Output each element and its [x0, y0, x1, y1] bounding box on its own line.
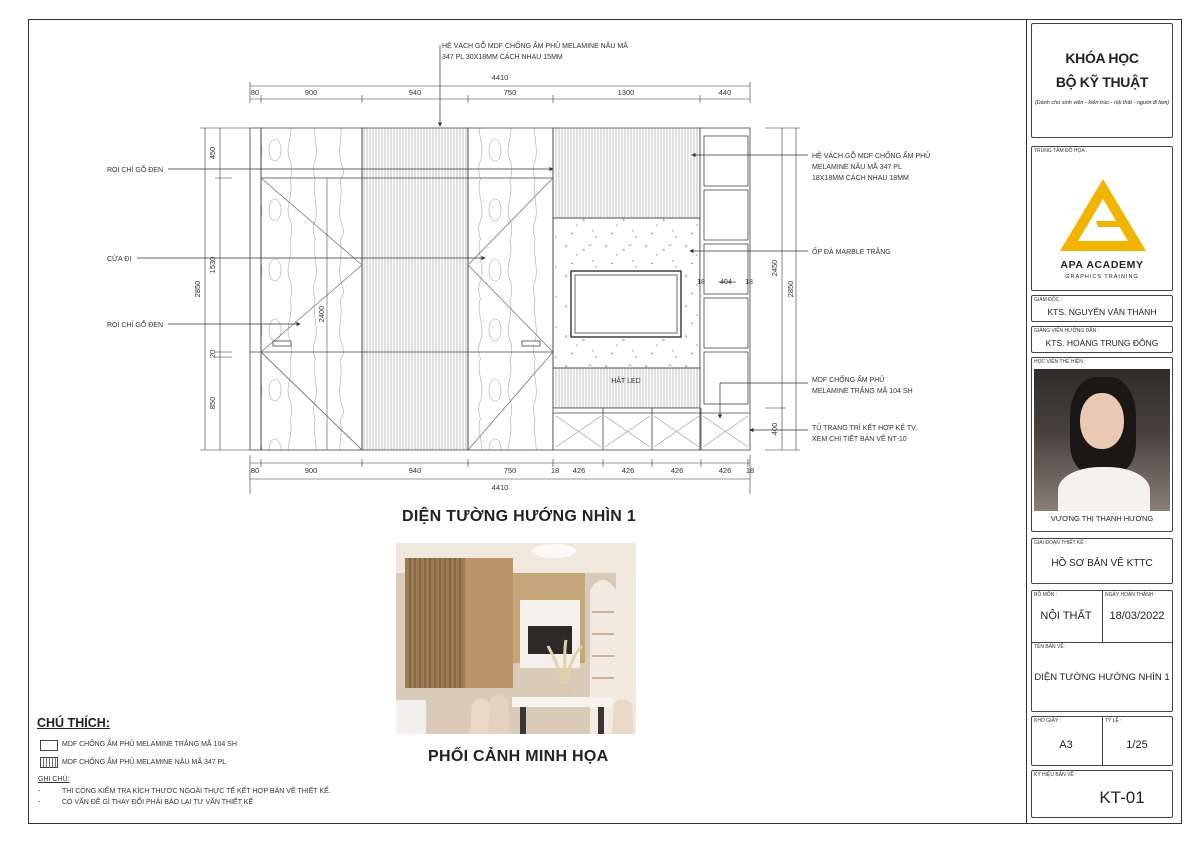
- callout-cabinet-1: TỦ TRANG TRÍ KẾT HỢP KỆ TV,: [812, 425, 918, 432]
- course-title-1: KHÓA HỌC: [1065, 50, 1139, 66]
- shelf-dim-left: 18: [697, 279, 705, 286]
- left-dim-1: 450: [208, 146, 217, 160]
- legend-swatch-brown: [40, 757, 58, 768]
- wall-elevation: [250, 128, 750, 450]
- note-bullet-1: -: [38, 788, 41, 795]
- logo-tagline: GRAPHICS TRAINING: [1065, 274, 1139, 280]
- bottom-total-dim: 4410: [491, 483, 509, 492]
- bottom-dim-5: 18: [550, 466, 560, 475]
- bottom-dim-1: 80: [250, 466, 260, 475]
- legend-item-brown: MDF CHỐNG ẨM PHỦ MELAMINE NÂU MÃ 347 PL: [62, 759, 227, 766]
- lecturer-name: KTS. HOÀNG TRUNG ĐÔNG: [1045, 338, 1159, 348]
- callout-roi-chi-1: RỌI CHỈ GỖ ĐEN: [107, 167, 164, 174]
- bottom-dim-10: 18: [745, 466, 755, 475]
- bottom-dim-7: 426: [621, 466, 635, 475]
- elevation-title: DIỆN TƯỜNG HƯỚNG NHÌN 1: [402, 508, 637, 525]
- callout-mdf-1: MDF CHỐNG ẨM PHỦ: [812, 377, 885, 384]
- student-label: HỌC VIÊN THỂ HIỆN :: [1034, 359, 1086, 365]
- note-bullet-2: -: [38, 799, 41, 806]
- left-total-dim: 2850: [193, 280, 202, 298]
- legend-swatch-white: [40, 740, 58, 751]
- callout-marble: ỐP ĐÁ MARBLE TRẮNG: [812, 249, 891, 256]
- shelf-dim-right: 18: [745, 279, 753, 286]
- course-subtitle: (Dành cho sinh viên - kiến trúc - nội thất - người đi làm): [1034, 100, 1170, 106]
- right-total-dim: 2850: [786, 280, 795, 298]
- door-height-dim: 2400: [317, 305, 326, 323]
- sheet-name-label: TÊN BẢN VẼ :: [1034, 644, 1067, 650]
- paper-value: A3: [1059, 739, 1073, 751]
- bottom-dim-3: 940: [408, 466, 422, 475]
- bottom-dim-6: 426: [572, 466, 586, 475]
- callout-roi-chi-2: RỌI CHỈ GỖ ĐEN: [107, 322, 164, 329]
- phase-cell: [1031, 538, 1173, 584]
- paper-scale-cell: [1031, 716, 1173, 766]
- tv-led-label: HẮT LED: [611, 378, 641, 385]
- code-label: KÝ HIỆU BẢN VẼ :: [1034, 772, 1077, 778]
- top-dim-2: 900: [304, 88, 318, 97]
- sheet-code: KT-01: [1099, 788, 1145, 807]
- center-label: TRUNG TÂM ĐỒ HỌA :: [1034, 148, 1088, 154]
- note-1: THI CÔNG KIỂM TRA KÍCH THƯỚC NGOÀI THỰC TẾ KẾT HỢP BẢN VẼ THIẾT KẾ.: [62, 788, 331, 795]
- perspective-render: [396, 543, 636, 734]
- left-dim-4: 850: [208, 396, 217, 410]
- phase-label: GIAI ĐOẠN THIẾT KẾ :: [1034, 540, 1087, 546]
- left-dim-2: 1530: [208, 256, 217, 274]
- bottom-dim-8: 426: [670, 466, 684, 475]
- paper-label: KHỔ GIẤY :: [1034, 718, 1061, 724]
- sheet-name-cell: [1031, 642, 1173, 712]
- left-dim-3: 20: [208, 349, 217, 359]
- lecturer-label: GIẢNG VIÊN HƯỚNG DẪN :: [1034, 328, 1099, 334]
- director-name: KTS. NGUYỄN VĂN THÀNH: [1047, 307, 1157, 317]
- top-total-dim: 4410: [491, 73, 509, 82]
- top-dimensions: [250, 73, 750, 103]
- subject-label: BỘ MÔN :: [1034, 592, 1058, 598]
- top-note: [442, 40, 628, 61]
- center-cell: [1031, 146, 1173, 291]
- callout-cabinet-2: XEM CHI TIẾT BẢN VẼ NT-10: [812, 436, 907, 443]
- top-note-line-2: 347 PL 30X18MM CÁCH NHAU 15MM: [442, 54, 563, 61]
- student-photo: [1034, 369, 1170, 511]
- scale-label: TỶ LỆ :: [1105, 718, 1122, 724]
- top-dim-1: 80: [250, 88, 260, 97]
- top-dim-3: 940: [408, 88, 422, 97]
- course-cell: [1031, 23, 1173, 138]
- bottom-dim-4: 750: [503, 466, 517, 475]
- date-label: NGÀY HOÀN THÀNH :: [1105, 592, 1157, 598]
- scale-value: 1/25: [1126, 739, 1148, 751]
- director-cell: [1031, 295, 1173, 322]
- phase-value: HỒ SƠ BẢN VẼ KTTC: [1051, 558, 1153, 569]
- note-2: CÓ VẤN ĐỀ GÌ THAY ĐỔI PHẢI BÁO LẠI TƯ VẤN THIẾT KẾ: [62, 799, 254, 806]
- callout-wood-slat-3: 18X18MM CÁCH NHAU 18MM: [812, 175, 909, 182]
- bottom-dim-2: 900: [304, 466, 318, 475]
- top-note-line-1: HỆ VÁCH GỖ MDF CHỐNG ẨM PHỦ MELAMINE NÂU MÃ: [442, 43, 628, 50]
- logo-name: APA ACADEMY: [1060, 259, 1144, 271]
- apa-logo-icon: [1058, 175, 1148, 255]
- course-title-2: BỘ KỸ THUẬT: [1055, 74, 1149, 90]
- right-dimensions: [765, 128, 800, 450]
- right-upper-dim: 2450: [770, 259, 779, 277]
- top-dim-4: 750: [503, 88, 517, 97]
- notes-title: GHI CHÚ:: [38, 776, 70, 783]
- perspective-title: PHỐI CẢNH MINH HỌA: [428, 748, 609, 765]
- student-cell: [1031, 357, 1173, 532]
- callout-wood-slat-1: HỆ VÁCH GỖ MDF CHỐNG ẨM PHỦ: [812, 153, 931, 160]
- code-cell: [1031, 770, 1173, 818]
- shelf-dim-mid: 404: [720, 279, 732, 286]
- legend-title: CHÚ THÍCH:: [37, 716, 110, 730]
- director-label: GIÁM ĐỐC :: [1034, 297, 1063, 303]
- subject-value: NỘI THẤT: [1040, 610, 1092, 622]
- lecturer-cell: [1031, 326, 1173, 353]
- callout-mdf-2: MELAMINE TRẮNG MÃ 104 SH: [812, 388, 913, 395]
- top-dim-5: 1300: [617, 88, 635, 97]
- top-dim-6: 440: [718, 88, 732, 97]
- callout-wood-slat-2: MELAMINE NÂU MÃ 347 PL: [812, 164, 902, 171]
- title-block: [1026, 19, 1183, 824]
- callout-cua-di: CỬA ĐI: [107, 256, 132, 263]
- bottom-dim-9: 426: [718, 466, 732, 475]
- legend-item-white: MDF CHỐNG ẨM PHỦ MELAMINE TRẮNG MÃ 104 SH: [62, 741, 237, 748]
- right-lower-dim: 400: [770, 422, 779, 436]
- student-name: VƯƠNG THỊ THANH HƯƠNG: [1050, 514, 1154, 523]
- bottom-dimensions: [250, 455, 754, 494]
- sheet-name-value: DIỆN TƯỜNG HƯỚNG NHÌN 1: [1034, 672, 1170, 683]
- date-value: 18/03/2022: [1109, 610, 1165, 622]
